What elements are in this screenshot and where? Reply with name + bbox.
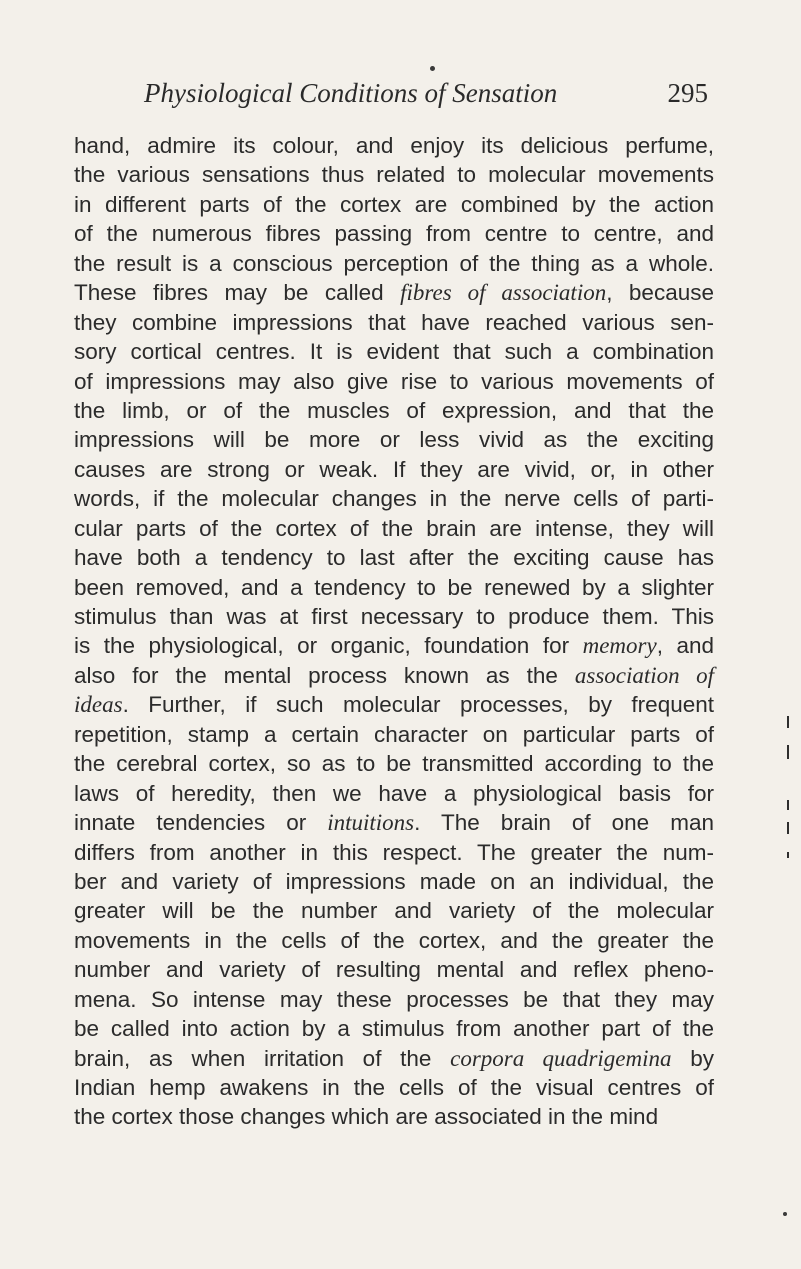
text-run: be called into action by a stimulus from another part of the [74,1016,714,1042]
text-line [74,749,714,778]
text-line [74,661,714,690]
text-line [74,484,714,513]
edge-mark [787,822,789,834]
text-run: the result is a conscious perception of the thing as a whole. [74,250,714,276]
edge-mark [787,852,789,858]
text-run: sory cortical centres. It is evident that such a combination [74,339,714,365]
text-line [74,396,714,425]
text-run: ber and variety of impressions made on an individual, the [74,868,714,894]
text-run: movements in the cells of the cortex, and the greater the [74,927,714,953]
text-run: These fibres may be called [74,280,401,306]
text-run: Indian hemp awakens in the cells of the visual centres of [74,1075,714,1100]
text-run: is the physiological, or organic, foundation for [74,633,583,659]
text-run: innate tendencies or [74,810,328,836]
text-line [74,779,714,808]
text-line [74,631,714,660]
text-run: number and variety of resulting mental and reflex pheno- [74,957,714,983]
text-run: the various sensations thus related to molecular movements [74,162,714,188]
text-run: impressions will be more or less vivid as the exciting [74,427,714,453]
text-line [74,1014,714,1043]
text-run: brain, as when irritation of the [74,1045,451,1071]
text-line [74,1102,714,1131]
text-line [74,602,714,631]
text-line [74,808,714,837]
text-run: in different parts of the cortex are combined by the action [74,191,714,217]
text-run: of the numerous fibres passing from centre to centre, and [74,221,714,247]
text-run: mena. So intense may these processes be that they may [74,986,714,1012]
text-run: . The brain of one man [414,810,714,836]
page-number: 295 [667,78,708,108]
text-run: repetition, stamp a certain character on particular parts of [74,721,714,747]
text-line [74,514,714,543]
text-run: been removed, and a tendency to be renewed by a slighter [74,574,714,600]
text-run: laws of heredity, then we have a physiological basis for [74,780,714,806]
text-line [74,337,714,366]
text-line [74,1073,714,1102]
text-run: words, if the molecular changes in the nerve cells of parti- [74,486,714,512]
italic-phrase: memory [582,633,657,659]
text-line [74,573,714,602]
text-run: causes are strong or weak. If they are vivid, or, in other [74,456,714,482]
text-run: they combine impressions that have reached various sen- [74,309,714,335]
margin-dot-top [430,66,435,71]
text-line [74,425,714,454]
text-run: also for the mental process known as the [74,662,575,688]
text-run: the cortex those changes which are associated in the mind [74,1104,659,1130]
edge-mark [787,800,789,810]
text-run: . Further, if such molecular processes, by frequent [122,692,714,718]
text-run: stimulus than was at first necessary to produce them. This [74,604,714,629]
text-line [74,278,714,307]
text-line [74,543,714,572]
edge-mark [787,745,789,759]
italic-phrase: corpora quadrigemina [450,1045,672,1071]
text-line [74,867,714,896]
text-line [74,926,714,955]
italic-phrase: ideas [74,692,123,718]
text-line [74,219,714,248]
body-text [74,131,714,1132]
text-line [74,720,714,749]
text-line [74,249,714,278]
text-line [74,131,714,160]
text-line [74,1044,714,1073]
italic-phrase: association of [574,662,715,688]
text-run: , and [656,633,714,659]
text-line [74,455,714,484]
edge-mark [787,716,789,728]
text-run: by [671,1045,714,1071]
text-run: have both a tendency to last after the exciting cause has [74,545,714,571]
text-run: , because [606,280,714,306]
italic-phrase: fibres of association [400,280,607,306]
text-line [74,308,714,337]
text-line [74,838,714,867]
running-head [74,78,714,114]
text-line [74,690,714,719]
text-run: differs from another in this respect. The greater the num- [74,839,714,865]
italic-phrase: intuitions [327,810,415,836]
text-run: hand, admire its colour, and enjoy its delicious perfume, [74,133,714,158]
margin-dot-bottom [783,1212,787,1216]
text-line [74,367,714,396]
text-run: greater will be the number and variety of the molecular [74,898,714,924]
text-line [74,955,714,984]
text-line [74,160,714,189]
text-line [74,190,714,219]
text-run: of impressions may also give rise to various movements of [74,368,714,394]
text-line [74,896,714,925]
running-title: Physiological Conditions of Sensation [144,78,558,108]
text-run: cular parts of the cortex of the brain are intense, they will [74,515,714,541]
text-run: the limb, or of the muscles of expression, and that the [74,397,714,423]
text-line [74,985,714,1014]
text-run: the cerebral cortex, so as to be transmitted according to the [74,751,714,777]
